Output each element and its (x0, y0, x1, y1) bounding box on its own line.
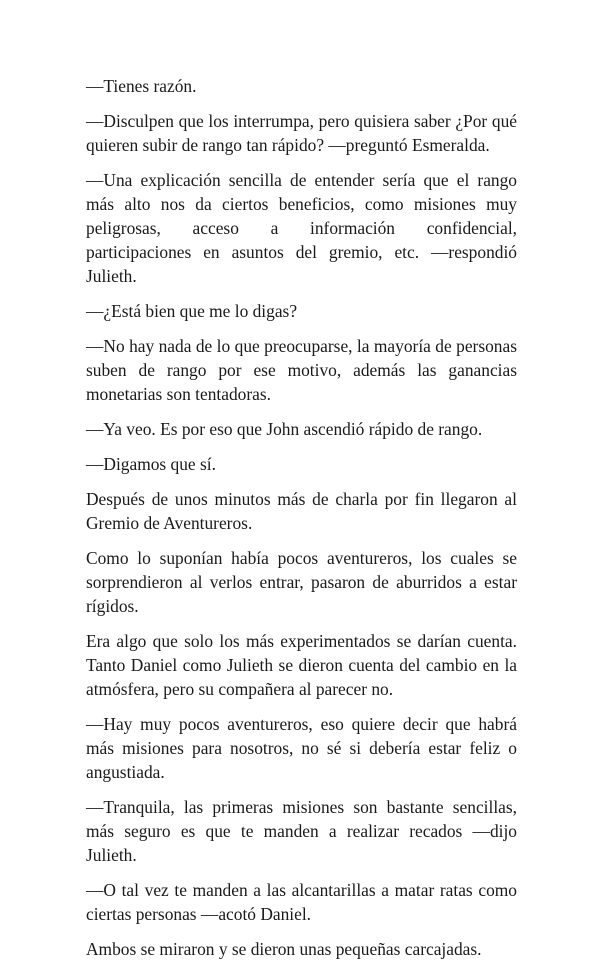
paragraph: —Hay muy pocos aventureros, eso quiere decir que habrá más misiones para nosotros, no sé si debería estar feliz o angustiada. (86, 714, 517, 782)
paragraph: Como lo suponían había pocos aventureros, los cuales se sorprendieron al verlos entrar, pasaron de aburridos a estar rígidos. (86, 548, 517, 616)
paragraph: —Digamos que sí. (86, 454, 216, 474)
paragraph: —Disculpen que los interrumpa, pero quisiera saber ¿Por qué quieren subir de rango tan rápido? —preguntó Esmeralda. (86, 111, 517, 155)
book-page (86, 74, 517, 972)
paragraph: —Tranquila, las primeras misiones son bastante sencillas, más seguro es que te manden a realizar recados —dijo Julieth. (86, 797, 517, 865)
paragraph: —¿Está bien que me lo digas? (86, 301, 298, 321)
paragraph: —No hay nada de lo que preocuparse, la mayoría de personas suben de rango por ese motivo, además las ganancias monetarias son tentadoras. (86, 336, 517, 404)
paragraph: Era algo que solo los más experimentados se darían cuenta. Tanto Daniel como Julieth se dieron cuenta del cambio en la atmósfera, pero su compañera al parecer no. (86, 631, 517, 699)
paragraph: —Una explicación sencilla de entender sería que el rango más alto nos da ciertos beneficios, como misiones muy peligrosas, acceso a información confidencial, participaciones en asuntos del gremio, etc. —respondió Julieth. (86, 170, 517, 286)
paragraph: —O tal vez te manden a las alcantarillas a matar ratas como ciertas personas —acotó Daniel. (86, 880, 517, 924)
paragraph: —Tienes razón. (86, 76, 197, 96)
paragraph: Ambos se miraron y se dieron unas pequeñas carcajadas. (86, 939, 482, 959)
paragraph: Después de unos minutos más de charla por fin llegaron al Gremio de Aventureros. (86, 489, 517, 533)
paragraph: —Ya veo. Es por eso que John ascendió rápido de rango. (86, 419, 483, 439)
